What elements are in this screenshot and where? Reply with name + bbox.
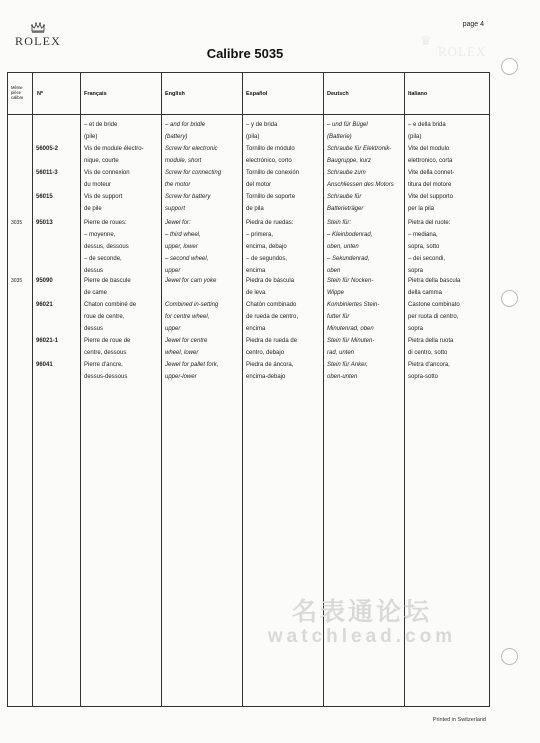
cell-line: Vite della connet- (408, 170, 455, 176)
cell-line: de pile (84, 206, 102, 212)
cell-line: (battery) (165, 134, 188, 140)
cell-line: Vite del supporto (408, 194, 453, 200)
header-same-calibre: Même pièce calibre (11, 85, 24, 101)
show-through-brand: ROLEX (438, 44, 487, 59)
cell-line: Pierre de bascule (84, 278, 131, 284)
cell-fr (84, 167, 130, 191)
cell-line: Tornillo de conexión (246, 170, 300, 176)
cell-de (327, 299, 379, 335)
cell-num: 56011-3 (36, 170, 58, 176)
cell-line: – und für Bügel (327, 122, 368, 128)
cell-line: Vis de module électro- (84, 146, 144, 152)
cell-es (246, 299, 298, 335)
cell-ref: 3035 (11, 220, 23, 226)
cell-line: – and for bridle (165, 122, 206, 128)
cell-fr (84, 359, 127, 383)
cell-de (327, 359, 368, 383)
cell-line: Screw for connecting (165, 170, 222, 176)
cell-fr (84, 143, 144, 167)
cell-fr (84, 275, 131, 299)
cell-line: dessus (84, 326, 104, 332)
cell-line: electrónico, corto (246, 158, 292, 164)
binder-hole (501, 290, 518, 307)
cell-line: Chatón combinado (246, 302, 297, 308)
cell-de (327, 143, 391, 167)
cell-line: nique, courte (84, 158, 119, 164)
cell-line: Pietra d'ancora, (408, 362, 450, 368)
cell-de (327, 217, 372, 277)
cell-line: Wippe (327, 290, 344, 296)
cell-en (165, 143, 218, 167)
column-divider (161, 73, 162, 706)
cell-num: 96041 (36, 362, 53, 368)
cell-line: de rueda de centro, (246, 314, 299, 320)
cell-line: sopra (408, 268, 424, 274)
cell-de (327, 275, 373, 299)
cell-line: elettronico, corta (408, 158, 453, 164)
cell-line: support (165, 206, 186, 212)
cell-line: Stein für Anker, (327, 362, 368, 368)
cell-ref: 3035 (11, 278, 23, 284)
cell-line: Castone combinato (408, 302, 460, 308)
binder-hole (501, 58, 518, 75)
cell-line: de leva (246, 290, 266, 296)
cell-line: Pierre de roues: (84, 220, 127, 226)
cell-es (246, 359, 293, 383)
cell-line: for centre wheel, (165, 314, 210, 320)
cell-line: Baugruppe, kurz (327, 158, 372, 164)
cell-line: Screw for electronic (165, 146, 218, 152)
cell-line: sopra, sotto (408, 244, 440, 250)
column-divider (32, 73, 33, 706)
cell-line: oben-unten (327, 374, 358, 380)
show-through-crown-icon: ♛ (420, 33, 433, 48)
cell-de (327, 335, 374, 359)
cell-line: wheel, lower (165, 350, 199, 356)
cell-line: encima-debajo (246, 374, 286, 380)
cell-fr (84, 217, 129, 277)
cell-es (246, 217, 293, 277)
cell-line: – moyenne, (84, 232, 116, 238)
cell-line: Piedra de áncora, (246, 362, 294, 368)
cell-line: – second wheel, (165, 256, 209, 262)
cell-it (408, 143, 452, 167)
cell-line: (pila) (246, 134, 260, 140)
cell-line: Stein für: (327, 220, 352, 226)
cell-line: Batterieträger (327, 206, 364, 212)
cell-line: futter für (327, 314, 350, 320)
cell-line: Minutenrad, oben (327, 326, 374, 332)
cell-line: Jewel for: (165, 220, 191, 226)
cell-line: du moteur (84, 182, 112, 188)
cell-line: Schraube für (327, 194, 362, 200)
cell-es (246, 119, 277, 143)
cell-line: sopra-sotto (408, 374, 439, 380)
watermark-site: watchlead.com (267, 626, 457, 647)
header-italian: Italiano (408, 91, 428, 97)
cell-line: Combined in-setting (165, 302, 219, 308)
cell-line: (Batterie) (327, 134, 352, 140)
cell-line: Chaton combiné de (84, 302, 137, 308)
cell-line: per la pila (408, 206, 435, 212)
cell-line: Pietra della bascula (408, 278, 461, 284)
cell-line: della camma (408, 290, 443, 296)
cell-it (408, 275, 460, 299)
cell-es (246, 167, 299, 191)
cell-line: Schraube zum (327, 170, 366, 176)
cell-line: Tornillo de soporte (246, 194, 296, 200)
cell-line: centro, debajo (246, 350, 285, 356)
cell-line: Screw for battery (165, 194, 211, 200)
cell-line: di centro, sotto (408, 350, 448, 356)
cell-line: Pietra del ruote: (408, 220, 451, 226)
cell-de (327, 191, 363, 215)
cell-line: titura del motore (408, 182, 452, 188)
cell-line: Vis de support (84, 194, 123, 200)
watermark (262, 592, 462, 648)
header-spanish: Español (246, 91, 268, 97)
cell-de (327, 119, 368, 143)
cell-it (408, 335, 453, 359)
cell-line: Pierre de roue de (84, 338, 131, 344)
header-french: Français (84, 91, 107, 97)
cell-line: encima (246, 326, 266, 332)
rolex-logo (8, 22, 68, 49)
cell-num: 95013 (36, 220, 53, 226)
column-divider (242, 73, 243, 706)
cell-num: 96021-1 (36, 338, 59, 344)
cell-it (408, 119, 446, 143)
cell-line: dessus-dessous (84, 374, 128, 380)
cell-it (408, 167, 454, 191)
cell-line: Piedra de rueda de (246, 338, 298, 344)
cell-line: – Kleinbodenrad, (327, 232, 373, 238)
cell-line: – y de brida (246, 122, 278, 128)
cell-line: Pierre d'ancre, (84, 362, 123, 368)
cell-line: Vis de connexion (84, 170, 130, 176)
cell-line: del motor (246, 182, 272, 188)
cell-es (246, 275, 294, 299)
cell-line: upper, lower (165, 244, 198, 250)
cell-line: centre, dessous (84, 350, 127, 356)
cell-fr (84, 335, 130, 359)
cell-fr (84, 299, 136, 335)
cell-line: – third wheel, (165, 232, 201, 238)
cell-num: 56005-2 (36, 146, 59, 152)
cell-line: – et de bride (84, 122, 118, 128)
cell-es (246, 191, 295, 215)
cell-de (327, 167, 394, 191)
watermark-chinese: 名表通论坛 (291, 598, 432, 626)
cell-it (408, 191, 453, 215)
cell-line: dessus, dessous (84, 244, 129, 250)
cell-it (408, 299, 460, 335)
cell-line: – Sekundenrad, (327, 256, 370, 262)
cell-en (165, 167, 221, 191)
cell-line: sopra (408, 326, 424, 332)
cell-it (408, 359, 450, 383)
cell-line: per ruota di centro, (408, 314, 459, 320)
cell-line: Anschliessen des Motors (327, 182, 394, 188)
column-divider (80, 73, 81, 706)
cell-line: Jewel for pallet fork, (165, 362, 219, 368)
cell-en (165, 359, 218, 383)
cell-line: Jewel for cam yoke (165, 278, 217, 284)
cell-line: rad, unten (327, 350, 355, 356)
cell-line: Stein für Minuten- (327, 338, 375, 344)
cell-en (165, 299, 218, 335)
cell-line: module, short (165, 158, 202, 164)
cell-line: – primera, (246, 232, 274, 238)
brand-name: ROLEX (15, 34, 61, 48)
cell-line: oben, unten (327, 244, 359, 250)
cell-line: (pile) (84, 134, 98, 140)
cell-line: – de seconde, (84, 256, 122, 262)
cell-line: – mediana, (408, 232, 438, 238)
cell-num: 96021 (36, 302, 53, 308)
cell-en (165, 335, 207, 359)
cell-line: upper (165, 268, 181, 274)
cell-num: 95090 (36, 278, 53, 284)
cell-es (246, 143, 295, 167)
cell-line: – de segundos, (246, 256, 288, 262)
cell-en (165, 119, 205, 143)
cell-line: Piedra de báscula (246, 278, 295, 284)
page-title: Calibre 5035 (206, 46, 284, 61)
cell-line: the motor (165, 182, 191, 188)
cell-line: Tornillo de módulo (246, 146, 295, 152)
header-english: English (165, 91, 185, 97)
binder-hole (501, 648, 518, 665)
header-german: Deutsch (327, 91, 349, 97)
cell-fr (84, 191, 122, 215)
cell-line: – dei secondi, (408, 256, 446, 262)
header-number: Nº (37, 91, 43, 97)
page-number: page 4 (462, 21, 484, 28)
cell-line: Stein für Nocken- (327, 278, 374, 284)
cell-line: de came (84, 290, 108, 296)
cell-line: roue de centre, (84, 314, 125, 320)
cell-line: (pila) (408, 134, 422, 140)
cell-fr (84, 119, 117, 143)
cell-line: Schraube für Elektronik- (327, 146, 392, 152)
cell-en (165, 275, 216, 287)
cell-line: Pietra della ruota (408, 338, 454, 344)
cell-line: – e della brida (408, 122, 446, 128)
cell-line: upper (165, 326, 181, 332)
cell-line: Piedra de ruedas: (246, 220, 294, 226)
cell-line: Jewel for centre (165, 338, 208, 344)
cell-en (165, 217, 208, 277)
cell-line: encima, debajo (246, 244, 287, 250)
cell-line: encima (246, 268, 266, 274)
cell-line: Vite del modulo (408, 146, 450, 152)
cell-line: de pila (246, 206, 264, 212)
cell-num: 56015 (36, 194, 53, 200)
cell-line: upper-lower (165, 374, 197, 380)
cell-es (246, 335, 297, 359)
cell-en (165, 191, 210, 215)
crown-icon (31, 22, 45, 33)
cell-line: dessus (84, 268, 104, 274)
cell-line: Kombiniertes Stein- (327, 302, 380, 308)
cell-line: oben (327, 268, 341, 274)
cell-it (408, 217, 450, 277)
footer-print-note: Printed in Switzerland (432, 717, 486, 723)
